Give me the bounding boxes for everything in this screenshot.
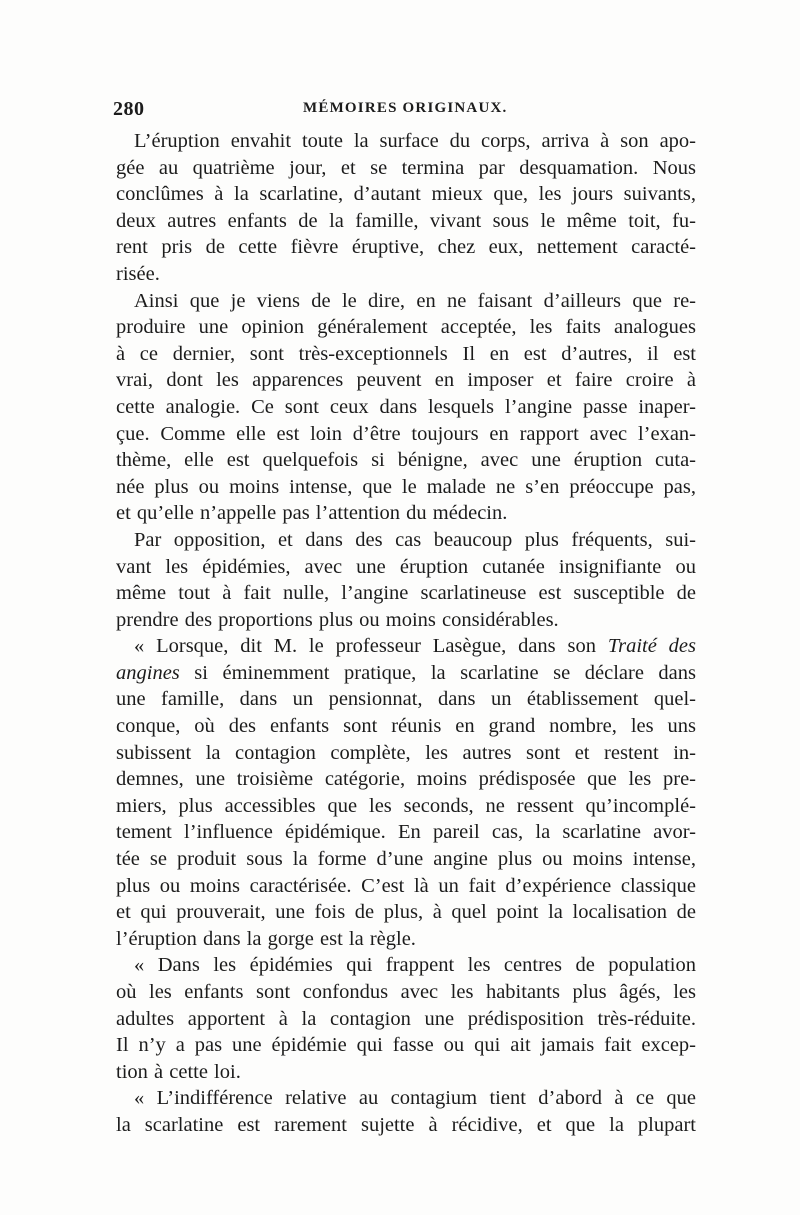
- text-line: L’éruption envahit toute la surface du corps, arriva à son apo-: [134, 130, 696, 152]
- text-line: vant les épidémies, avec une éruption cutanée insignifiante ou: [116, 555, 696, 578]
- text-line: Par opposition, et dans des cas beaucoup plus fréquents, sui-: [134, 528, 696, 551]
- text-run: « Lorsque, dit M. le professeur Lasègue, dans son: [134, 635, 596, 658]
- text-line: deux autres enfants de la famille, vivant sous le même toit, fu-: [116, 209, 696, 232]
- text-line-with-italic: [116, 633, 696, 660]
- text-line: demnes, une troisième catégorie, moins prédisposée que les pre-: [116, 768, 696, 791]
- text-line: et qu’elle n’appelle pas l’attention du médecin.: [116, 502, 508, 525]
- text-line: née plus ou moins intense, que le malade ne s’en préoccupe pas,: [116, 475, 696, 498]
- text-line: conclûmes à la scarlatine, d’autant mieux que, les jours suivants,: [116, 183, 696, 206]
- text-line: « Dans les épidémies qui frappent les centres de population: [134, 954, 696, 977]
- text-line: risée.: [116, 262, 160, 285]
- text-line: tement l’influence épidémique. En pareil cas, la scarlatine avor-: [116, 821, 696, 844]
- text-line: où les enfants sont confondus avec les habitants plus âgés, les: [116, 981, 696, 1003]
- text-line: tée se produit sous la forme d’une angine plus ou moins intense,: [116, 848, 696, 871]
- text-line: tion à cette loi.: [116, 1060, 241, 1083]
- text-line: subissent la contagion complète, les autres sont et restent in-: [116, 741, 696, 764]
- text-line: conque, où des enfants sont réunis en grand nombre, les uns: [116, 715, 696, 738]
- text-run: si éminemment pratique, la scarlatine se déclare dans: [194, 661, 697, 684]
- text-line: thème, elle est quelquefois si bénigne, avec une éruption cuta-: [116, 449, 696, 472]
- text-line: une famille, dans un pensionnat, dans un établissement quel-: [116, 688, 696, 711]
- text-line: l’éruption dans la gorge est la règle.: [116, 927, 416, 950]
- italic-title-run: angines: [116, 661, 180, 684]
- text-line: prendre des proportions plus ou moins considérables.: [116, 608, 559, 631]
- text-line: çue. Comme elle est loin d’être toujours en rapport avec l’exan-: [116, 422, 696, 445]
- text-line: Ainsi que je viens de le dire, en ne faisant d’ailleurs que re-: [134, 289, 696, 312]
- text-line: Il n’y a pas une épidémie qui fasse ou qui ait jamais fait excep-: [116, 1034, 696, 1057]
- text-line: cette analogie. Ce sont ceux dans lesquels l’angine passe inaper-: [116, 395, 696, 418]
- page-number: 280: [113, 98, 145, 120]
- text-line: miers, plus accessibles que les seconds, ne ressent qu’incomplé-: [116, 794, 696, 817]
- running-title: MÉMOIRES ORIGINAUX.: [303, 100, 508, 116]
- text-line-with-italic: [116, 660, 696, 687]
- text-line: et qui prouverait, une fois de plus, à quel point la localisation de: [116, 901, 696, 924]
- running-head: [113, 98, 695, 122]
- text-line: gée au quatrième jour, et se termina par desquamation. Nous: [116, 156, 696, 179]
- text-line: vrai, dont les apparences peuvent en imposer et faire croire à: [116, 369, 696, 392]
- text-line: la scarlatine est rarement sujette à récidive, et que la plupart: [116, 1113, 696, 1136]
- text-line: produire une opinion généralement acceptée, les faits analogues: [116, 316, 696, 339]
- text-line: plus ou moins caractérisée. C’est là un fait d’expérience classique: [116, 874, 696, 897]
- text-line: « L’indifférence relative au contagium tient d’abord à ce que: [134, 1087, 696, 1110]
- text-line: même tout à fait nulle, l’angine scarlatineuse est susceptible de: [116, 582, 696, 605]
- text-line: adultes apportent à la contagion une prédisposition très-réduite.: [116, 1007, 696, 1030]
- italic-title-run: Traité des: [607, 635, 697, 658]
- text-line: rent pris de cette fièvre éruptive, chez eux, nettement caracté-: [116, 236, 696, 259]
- body-text: [116, 128, 696, 1139]
- text-line: à ce dernier, sont très-exceptionnels Il en est d’autres, il est: [116, 342, 696, 365]
